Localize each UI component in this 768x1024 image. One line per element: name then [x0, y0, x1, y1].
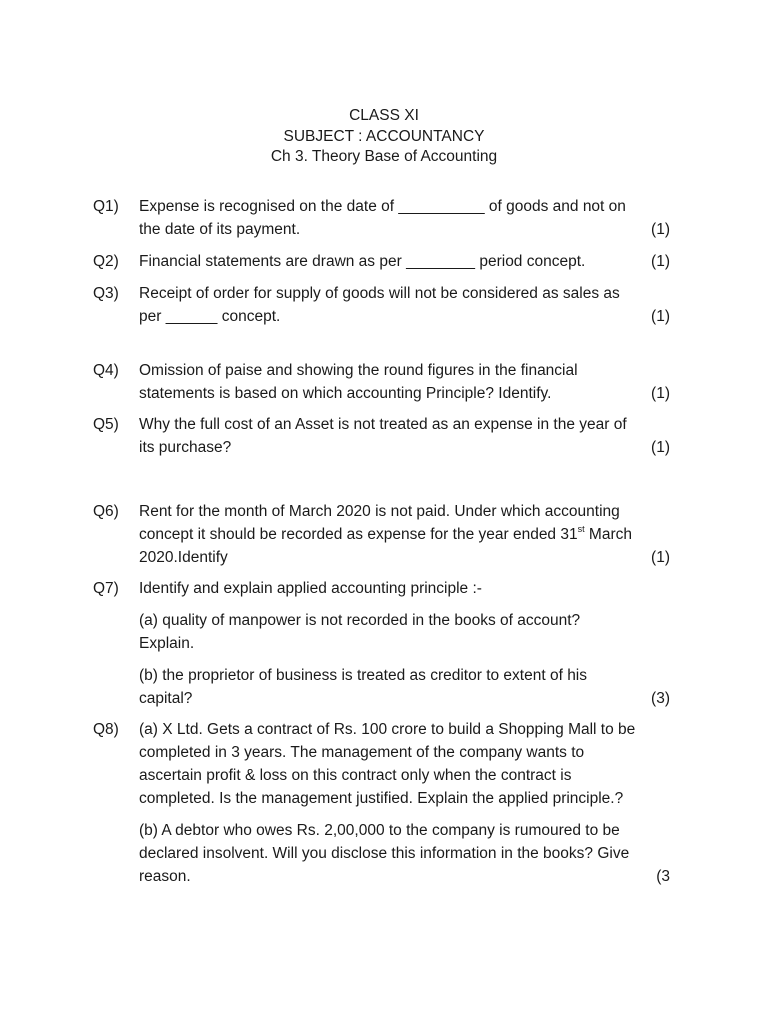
question-line: Explain. — [139, 635, 195, 652]
question-line: Rent for the month of March 2020 is not paid. Under which accounting — [139, 503, 620, 520]
marks: (1) — [651, 308, 670, 325]
question-number: Q2) — [93, 253, 119, 270]
ordinal-superscript: st — [577, 524, 585, 534]
line-text: statements is based on which accounting Principle? Identify. — [139, 385, 552, 402]
line-text: reason. — [139, 868, 191, 885]
question-line — [139, 687, 670, 710]
question-text — [139, 413, 670, 459]
sub-question-b: (b) A debtor who owes Rs. 2,00,000 to the company is rumoured to be — [139, 822, 620, 839]
line-text: its purchase? — [139, 439, 232, 456]
question-text — [139, 500, 670, 569]
question-line — [139, 546, 670, 569]
question-line — [139, 436, 670, 459]
question-number: Q3) — [93, 285, 119, 302]
line-text: per ______ concept. — [139, 308, 281, 325]
question-text — [139, 195, 670, 241]
question-text — [139, 577, 670, 710]
question-line: Receipt of order for supply of goods will not be considered as sales as — [139, 285, 620, 302]
marks: (3) — [651, 690, 670, 707]
question-number: Q6) — [93, 503, 119, 520]
question-text — [139, 718, 670, 888]
sub-question-a: (a) X Ltd. Gets a contract of Rs. 100 crore to build a Shopping Mall to be — [139, 721, 636, 738]
marks: (1) — [651, 253, 670, 270]
question-line — [139, 250, 670, 273]
sub-question-b: (b) the proprietor of business is treated as creditor to extent of his — [139, 667, 588, 684]
marks: (1) — [651, 439, 670, 456]
line-text: the date of its payment. — [139, 221, 301, 238]
question-line — [139, 305, 670, 328]
question-text — [139, 250, 670, 273]
question-line: declared insolvent. Will you disclose this information in the books? Give — [139, 845, 630, 862]
line-text: concept it should be recorded as expense for the year ended 31 — [139, 526, 578, 543]
marks: (3 — [656, 868, 670, 885]
line-text: March — [584, 526, 632, 543]
class-title: CLASS XI — [349, 107, 419, 124]
question-text — [139, 359, 670, 405]
marks: (1) — [651, 385, 670, 402]
marks: (1) — [651, 549, 670, 566]
question-number: Q4) — [93, 362, 119, 379]
question-line — [139, 523, 670, 546]
subject-title: SUBJECT : ACCOUNTANCY — [283, 127, 485, 145]
question-line: Why the full cost of an Asset is not treated as an expense in the year of — [139, 416, 627, 433]
question-line: completed in 3 years. The management of the company wants to — [139, 744, 585, 761]
line-text: capital? — [139, 690, 193, 707]
question-number: Q1) — [93, 198, 119, 215]
line-text: 2020.Identify — [139, 549, 228, 566]
line-text: Financial statements are drawn as per ________ period concept. — [139, 253, 586, 270]
marks: (1) — [651, 221, 670, 238]
document-header — [0, 106, 768, 168]
chapter-title: Ch 3. Theory Base of Accounting — [270, 148, 498, 165]
question-text — [139, 282, 670, 328]
question-line: Identify and explain applied accounting principle :- — [139, 580, 482, 597]
question-number: Q5) — [93, 416, 119, 433]
question-number: Q7) — [93, 580, 119, 597]
question-line — [139, 865, 670, 888]
question-number: Q8) — [93, 721, 119, 738]
sub-question-a: (a) quality of manpower is not recorded in the books of account? — [139, 612, 581, 629]
question-line — [139, 382, 670, 405]
question-line: completed. Is the management justified. Explain the applied principle.? — [139, 790, 624, 807]
question-line — [139, 218, 670, 241]
question-line: Expense is recognised on the date of __________ of goods and not on — [139, 198, 626, 215]
question-line: Omission of paise and showing the round figures in the financial — [139, 362, 578, 379]
question-line: ascertain profit & loss on this contract only when the contract is — [139, 767, 572, 784]
